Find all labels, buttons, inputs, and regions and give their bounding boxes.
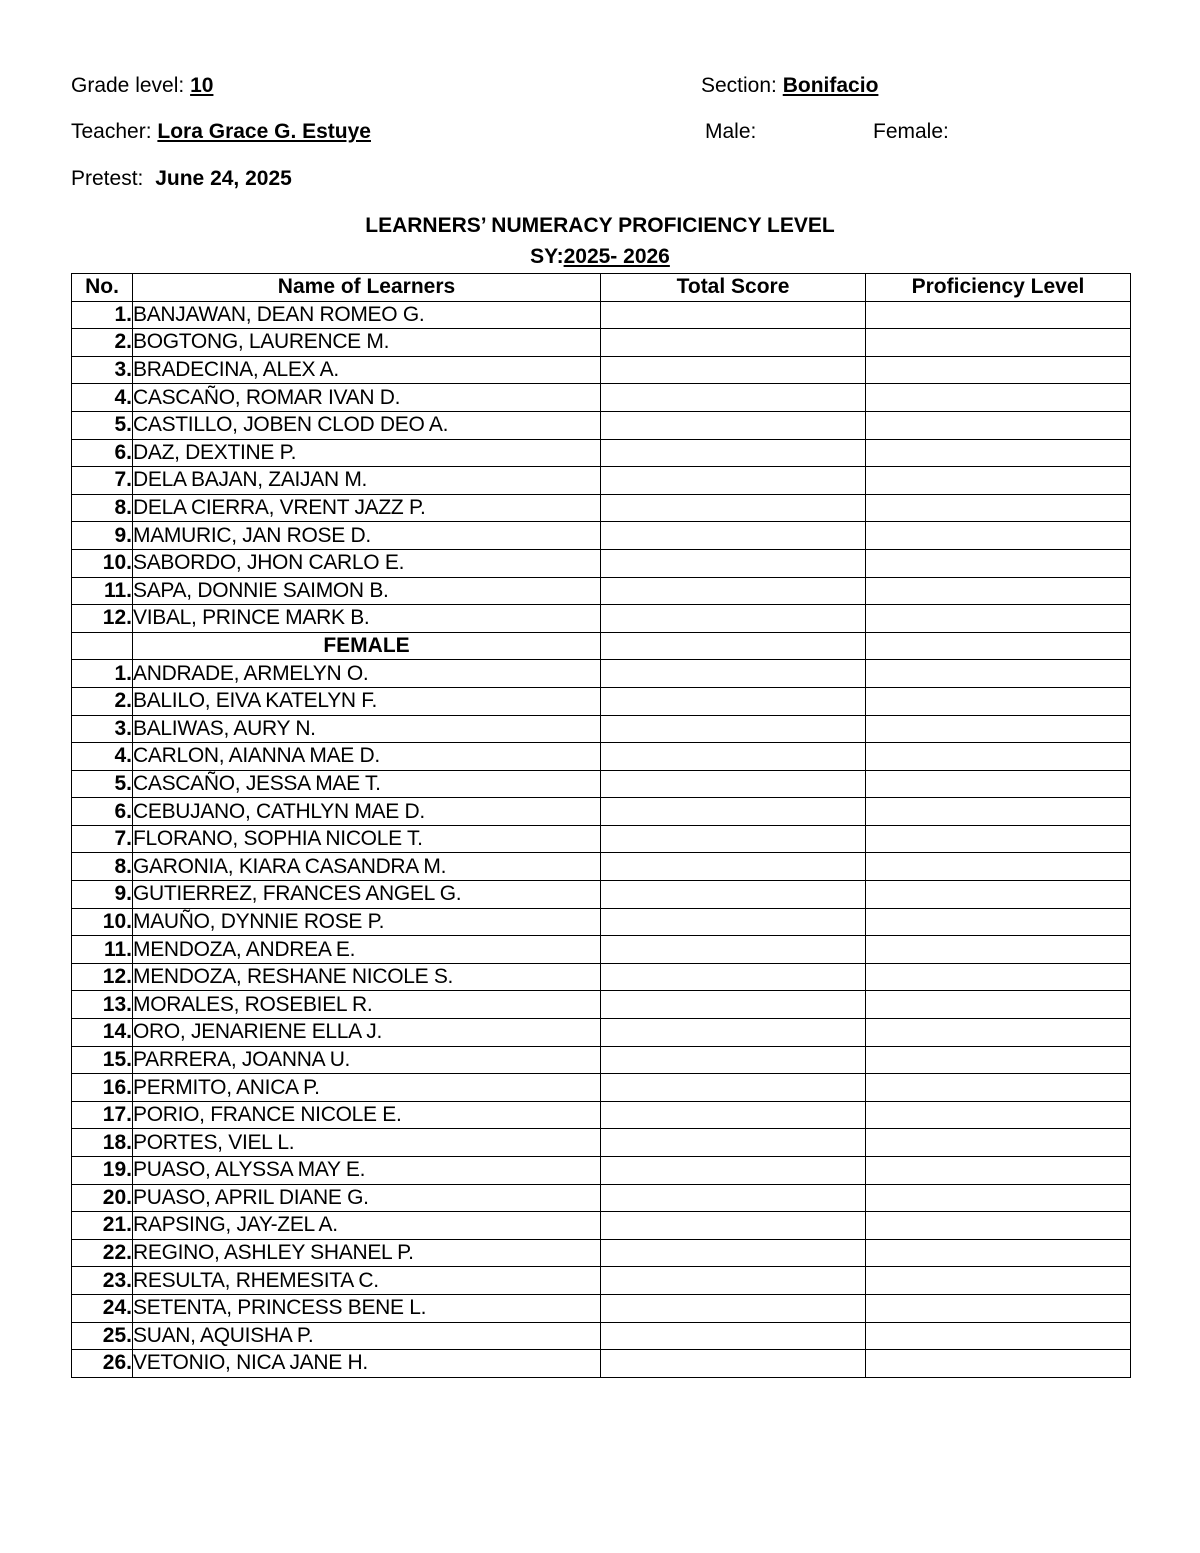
learner-name: VETONIO, NICA JANE H. xyxy=(133,1350,601,1378)
table-row xyxy=(72,908,1131,936)
table-row xyxy=(72,522,1131,550)
learner-name: BRADECINA, ALEX A. xyxy=(133,356,601,384)
proficiency-level-cell[interactable] xyxy=(866,1129,1131,1157)
table-row xyxy=(72,1184,1131,1212)
total-score-cell[interactable] xyxy=(601,1294,866,1322)
proficiency-level-cell[interactable] xyxy=(866,770,1131,798)
learner-number: 2. xyxy=(72,329,133,357)
table-row xyxy=(72,991,1131,1019)
section-level-cell xyxy=(866,632,1131,660)
total-score-cell[interactable] xyxy=(601,825,866,853)
total-score-cell[interactable] xyxy=(601,1184,866,1212)
proficiency-level-cell[interactable] xyxy=(866,1046,1131,1074)
total-score-cell[interactable] xyxy=(601,770,866,798)
learner-name: CASCAÑO, ROMAR IVAN D. xyxy=(133,384,601,412)
learner-number: 21. xyxy=(72,1212,133,1240)
learner-name: BALIWAS, AURY N. xyxy=(133,715,601,743)
male-count-label: Male: xyxy=(705,120,757,143)
learner-name: CASCAÑO, JESSA MAE T. xyxy=(133,770,601,798)
grade-level-value: 10 xyxy=(190,74,214,97)
learner-name: CASTILLO, JOBEN CLOD DEO A. xyxy=(133,411,601,439)
learners-table-body xyxy=(72,301,1131,1377)
learner-number: 10. xyxy=(72,549,133,577)
table-row xyxy=(72,1212,1131,1240)
learner-name: PERMITO, ANICA P. xyxy=(133,1074,601,1102)
proficiency-level-cell[interactable] xyxy=(866,494,1131,522)
learner-number: 11. xyxy=(72,577,133,605)
total-score-cell[interactable] xyxy=(601,384,866,412)
col-header-name: Name of Learners xyxy=(133,274,601,302)
section-number-cell xyxy=(72,632,133,660)
school-year-prefix: SY: xyxy=(530,245,564,268)
learner-name: PARRERA, JOANNA U. xyxy=(133,1046,601,1074)
learner-number: 25. xyxy=(72,1322,133,1350)
learner-name: DELA CIERRA, VRENT JAZZ P. xyxy=(133,494,601,522)
proficiency-level-cell[interactable] xyxy=(866,1267,1131,1295)
table-row xyxy=(72,1350,1131,1378)
table-row xyxy=(72,329,1131,357)
table-row xyxy=(72,1019,1131,1047)
proficiency-level-cell[interactable] xyxy=(866,467,1131,495)
female-section-row xyxy=(72,632,1131,660)
learner-name: PORTES, VIEL L. xyxy=(133,1129,601,1157)
table-row xyxy=(72,1074,1131,1102)
proficiency-level-cell[interactable] xyxy=(866,715,1131,743)
learner-number: 18. xyxy=(72,1129,133,1157)
table-row xyxy=(72,798,1131,826)
proficiency-level-cell[interactable] xyxy=(866,991,1131,1019)
learner-name: PUASO, ALYSSA MAY E. xyxy=(133,1157,601,1185)
total-score-cell[interactable] xyxy=(601,1239,866,1267)
learner-name: GARONIA, KIARA CASANDRA M. xyxy=(133,853,601,881)
table-row xyxy=(72,384,1131,412)
learner-name: CEBUJANO, CATHLYN MAE D. xyxy=(133,798,601,826)
table-row xyxy=(72,577,1131,605)
section-value: Bonifacio xyxy=(782,74,879,97)
proficiency-level-cell[interactable] xyxy=(866,329,1131,357)
learner-number: 15. xyxy=(72,1046,133,1074)
proficiency-level-cell[interactable] xyxy=(866,1294,1131,1322)
learner-name: SUAN, AQUISHA P. xyxy=(133,1322,601,1350)
learner-number: 16. xyxy=(72,1074,133,1102)
teacher-value: Lora Grace G. Estuye xyxy=(157,120,371,143)
pretest-label: Pretest: xyxy=(71,167,144,190)
total-score-cell[interactable] xyxy=(601,1212,866,1240)
grade-level-field xyxy=(71,74,213,98)
learner-number: 11. xyxy=(72,936,133,964)
table-row xyxy=(72,1157,1131,1185)
proficiency-level-cell[interactable] xyxy=(866,549,1131,577)
learner-name: DELA BAJAN, ZAIJAN M. xyxy=(133,467,601,495)
pretest-date: June 24, 2025 xyxy=(155,167,292,190)
learner-name: BANJAWAN, DEAN ROMEO G. xyxy=(133,301,601,329)
learner-number: 3. xyxy=(72,356,133,384)
learner-number: 24. xyxy=(72,1294,133,1322)
section-score-cell xyxy=(601,632,866,660)
learner-name: RESULTA, RHEMESITA C. xyxy=(133,1267,601,1295)
total-score-cell[interactable] xyxy=(601,411,866,439)
proficiency-level-cell[interactable] xyxy=(866,881,1131,909)
total-score-cell[interactable] xyxy=(601,577,866,605)
learner-name: MENDOZA, RESHANE NICOLE S. xyxy=(133,963,601,991)
proficiency-level-cell[interactable] xyxy=(866,687,1131,715)
total-score-cell[interactable] xyxy=(601,853,866,881)
learner-number: 7. xyxy=(72,467,133,495)
learner-number: 12. xyxy=(72,605,133,633)
total-score-cell[interactable] xyxy=(601,439,866,467)
table-row xyxy=(72,1294,1131,1322)
table-row xyxy=(72,1267,1131,1295)
learner-number: 4. xyxy=(72,743,133,771)
proficiency-level-cell[interactable] xyxy=(866,1322,1131,1350)
proficiency-level-cell[interactable] xyxy=(866,1074,1131,1102)
table-row xyxy=(72,687,1131,715)
table-row xyxy=(72,1239,1131,1267)
table-row xyxy=(72,467,1131,495)
proficiency-level-cell[interactable] xyxy=(866,908,1131,936)
learner-name: DAZ, DEXTINE P. xyxy=(133,439,601,467)
learner-name: ORO, JENARIENE ELLA J. xyxy=(133,1019,601,1047)
learner-name: MAUÑO, DYNNIE ROSE P. xyxy=(133,908,601,936)
proficiency-level-cell[interactable] xyxy=(866,1019,1131,1047)
proficiency-level-cell[interactable] xyxy=(866,356,1131,384)
total-score-cell[interactable] xyxy=(601,881,866,909)
learner-number: 1. xyxy=(72,660,133,688)
total-score-cell[interactable] xyxy=(601,549,866,577)
learner-number: 2. xyxy=(72,687,133,715)
proficiency-level-cell[interactable] xyxy=(866,384,1131,412)
proficiency-level-cell[interactable] xyxy=(866,1184,1131,1212)
school-year xyxy=(0,245,1200,269)
table-row xyxy=(72,549,1131,577)
teacher-field xyxy=(71,120,371,144)
total-score-cell[interactable] xyxy=(601,356,866,384)
total-score-cell[interactable] xyxy=(601,991,866,1019)
table-row xyxy=(72,881,1131,909)
learner-number: 19. xyxy=(72,1157,133,1185)
female-count-label: Female: xyxy=(873,120,949,143)
learner-number: 26. xyxy=(72,1350,133,1378)
proficiency-level-cell[interactable] xyxy=(866,522,1131,550)
learner-number: 3. xyxy=(72,715,133,743)
learner-name: BALILO, EIVA KATELYN F. xyxy=(133,687,601,715)
learner-number: 10. xyxy=(72,908,133,936)
learner-name: SETENTA, PRINCESS BENE L. xyxy=(133,1294,601,1322)
table-row xyxy=(72,743,1131,771)
proficiency-level-cell[interactable] xyxy=(866,743,1131,771)
female-section-label: FEMALE xyxy=(133,632,601,660)
learner-name: SAPA, DONNIE SAIMON B. xyxy=(133,577,601,605)
proficiency-level-cell[interactable] xyxy=(866,1350,1131,1378)
learner-number: 20. xyxy=(72,1184,133,1212)
table-row xyxy=(72,963,1131,991)
total-score-cell[interactable] xyxy=(601,908,866,936)
table-row xyxy=(72,1129,1131,1157)
table-row xyxy=(72,605,1131,633)
school-year-value: 2025- 2026 xyxy=(563,245,670,268)
total-score-cell[interactable] xyxy=(601,494,866,522)
learner-number: 17. xyxy=(72,1101,133,1129)
total-score-cell[interactable] xyxy=(601,522,866,550)
learner-name: CARLON, AIANNA MAE D. xyxy=(133,743,601,771)
proficiency-level-cell[interactable] xyxy=(866,1157,1131,1185)
learner-number: 22. xyxy=(72,1239,133,1267)
learner-name: MAMURIC, JAN ROSE D. xyxy=(133,522,601,550)
learner-name: REGINO, ASHLEY SHANEL P. xyxy=(133,1239,601,1267)
learner-name: ANDRADE, ARMELYN O. xyxy=(133,660,601,688)
learner-number: 6. xyxy=(72,439,133,467)
learner-name: FLORANO, SOPHIA NICOLE T. xyxy=(133,825,601,853)
learner-number: 9. xyxy=(72,881,133,909)
learner-number: 13. xyxy=(72,991,133,1019)
learner-number: 4. xyxy=(72,384,133,412)
table-row xyxy=(72,715,1131,743)
table-row xyxy=(72,356,1131,384)
learner-number: 8. xyxy=(72,853,133,881)
proficiency-level-cell[interactable] xyxy=(866,301,1131,329)
table-row xyxy=(72,494,1131,522)
table-row xyxy=(72,411,1131,439)
learner-name: PUASO, APRIL DIANE G. xyxy=(133,1184,601,1212)
total-score-cell[interactable] xyxy=(601,687,866,715)
proficiency-level-cell[interactable] xyxy=(866,1101,1131,1129)
total-score-cell[interactable] xyxy=(601,605,866,633)
learner-number: 14. xyxy=(72,1019,133,1047)
proficiency-level-cell[interactable] xyxy=(866,577,1131,605)
learner-number: 8. xyxy=(72,494,133,522)
learner-name: PORIO, FRANCE NICOLE E. xyxy=(133,1101,601,1129)
total-score-cell[interactable] xyxy=(601,1322,866,1350)
learner-number: 5. xyxy=(72,411,133,439)
table-header-row xyxy=(72,274,1131,302)
total-score-cell[interactable] xyxy=(601,963,866,991)
learner-number: 23. xyxy=(72,1267,133,1295)
table-row xyxy=(72,660,1131,688)
total-score-cell[interactable] xyxy=(601,467,866,495)
table-row xyxy=(72,1101,1131,1129)
total-score-cell[interactable] xyxy=(601,1157,866,1185)
table-row xyxy=(72,936,1131,964)
total-score-cell[interactable] xyxy=(601,743,866,771)
proficiency-level-cell[interactable] xyxy=(866,798,1131,826)
proficiency-level-cell[interactable] xyxy=(866,660,1131,688)
total-score-cell[interactable] xyxy=(601,1019,866,1047)
learner-number: 6. xyxy=(72,798,133,826)
total-score-cell[interactable] xyxy=(601,329,866,357)
learners-table xyxy=(71,273,1131,1378)
proficiency-level-cell[interactable] xyxy=(866,605,1131,633)
learner-name: GUTIERREZ, FRANCES ANGEL G. xyxy=(133,881,601,909)
proficiency-level-cell[interactable] xyxy=(866,1239,1131,1267)
table-row xyxy=(72,1046,1131,1074)
total-score-cell[interactable] xyxy=(601,1267,866,1295)
proficiency-level-cell[interactable] xyxy=(866,1212,1131,1240)
proficiency-level-cell[interactable] xyxy=(866,853,1131,881)
learner-name: MENDOZA, ANDREA E. xyxy=(133,936,601,964)
total-score-cell[interactable] xyxy=(601,1129,866,1157)
learner-name: RAPSING, JAY-ZEL A. xyxy=(133,1212,601,1240)
total-score-cell[interactable] xyxy=(601,798,866,826)
total-score-cell[interactable] xyxy=(601,936,866,964)
document-title: LEARNERS’ NUMERACY PROFICIENCY LEVEL xyxy=(365,214,835,237)
proficiency-level-cell[interactable] xyxy=(866,825,1131,853)
proficiency-level-cell[interactable] xyxy=(866,411,1131,439)
section-field xyxy=(701,74,878,98)
total-score-cell[interactable] xyxy=(601,1074,866,1102)
total-score-cell[interactable] xyxy=(601,1350,866,1378)
table-row xyxy=(72,770,1131,798)
learner-name: MORALES, ROSEBIEL R. xyxy=(133,991,601,1019)
learner-name: SABORDO, JHON CARLO E. xyxy=(133,549,601,577)
total-score-cell[interactable] xyxy=(601,660,866,688)
learner-name: VIBAL, PRINCE MARK B. xyxy=(133,605,601,633)
col-header-proficiency-level: Proficiency Level xyxy=(866,274,1131,302)
total-score-cell[interactable] xyxy=(601,715,866,743)
table-row xyxy=(72,301,1131,329)
learner-number: 9. xyxy=(72,522,133,550)
learner-number: 5. xyxy=(72,770,133,798)
table-row xyxy=(72,825,1131,853)
total-score-cell[interactable] xyxy=(601,1101,866,1129)
table-row xyxy=(72,1322,1131,1350)
section-label: Section: xyxy=(701,74,777,97)
teacher-label: Teacher: xyxy=(71,120,152,143)
proficiency-level-cell[interactable] xyxy=(866,963,1131,991)
table-row xyxy=(72,439,1131,467)
total-score-cell[interactable] xyxy=(601,1046,866,1074)
learner-number: 12. xyxy=(72,963,133,991)
proficiency-level-cell[interactable] xyxy=(866,439,1131,467)
grade-level-label: Grade level: xyxy=(71,74,185,97)
learner-name: BOGTONG, LAURENCE M. xyxy=(133,329,601,357)
pretest-field xyxy=(71,167,292,191)
proficiency-level-cell[interactable] xyxy=(866,936,1131,964)
total-score-cell[interactable] xyxy=(601,301,866,329)
learner-number: 1. xyxy=(72,301,133,329)
table-row xyxy=(72,853,1131,881)
learner-number: 7. xyxy=(72,825,133,853)
col-header-no: No. xyxy=(72,274,133,302)
col-header-total-score: Total Score xyxy=(601,274,866,302)
